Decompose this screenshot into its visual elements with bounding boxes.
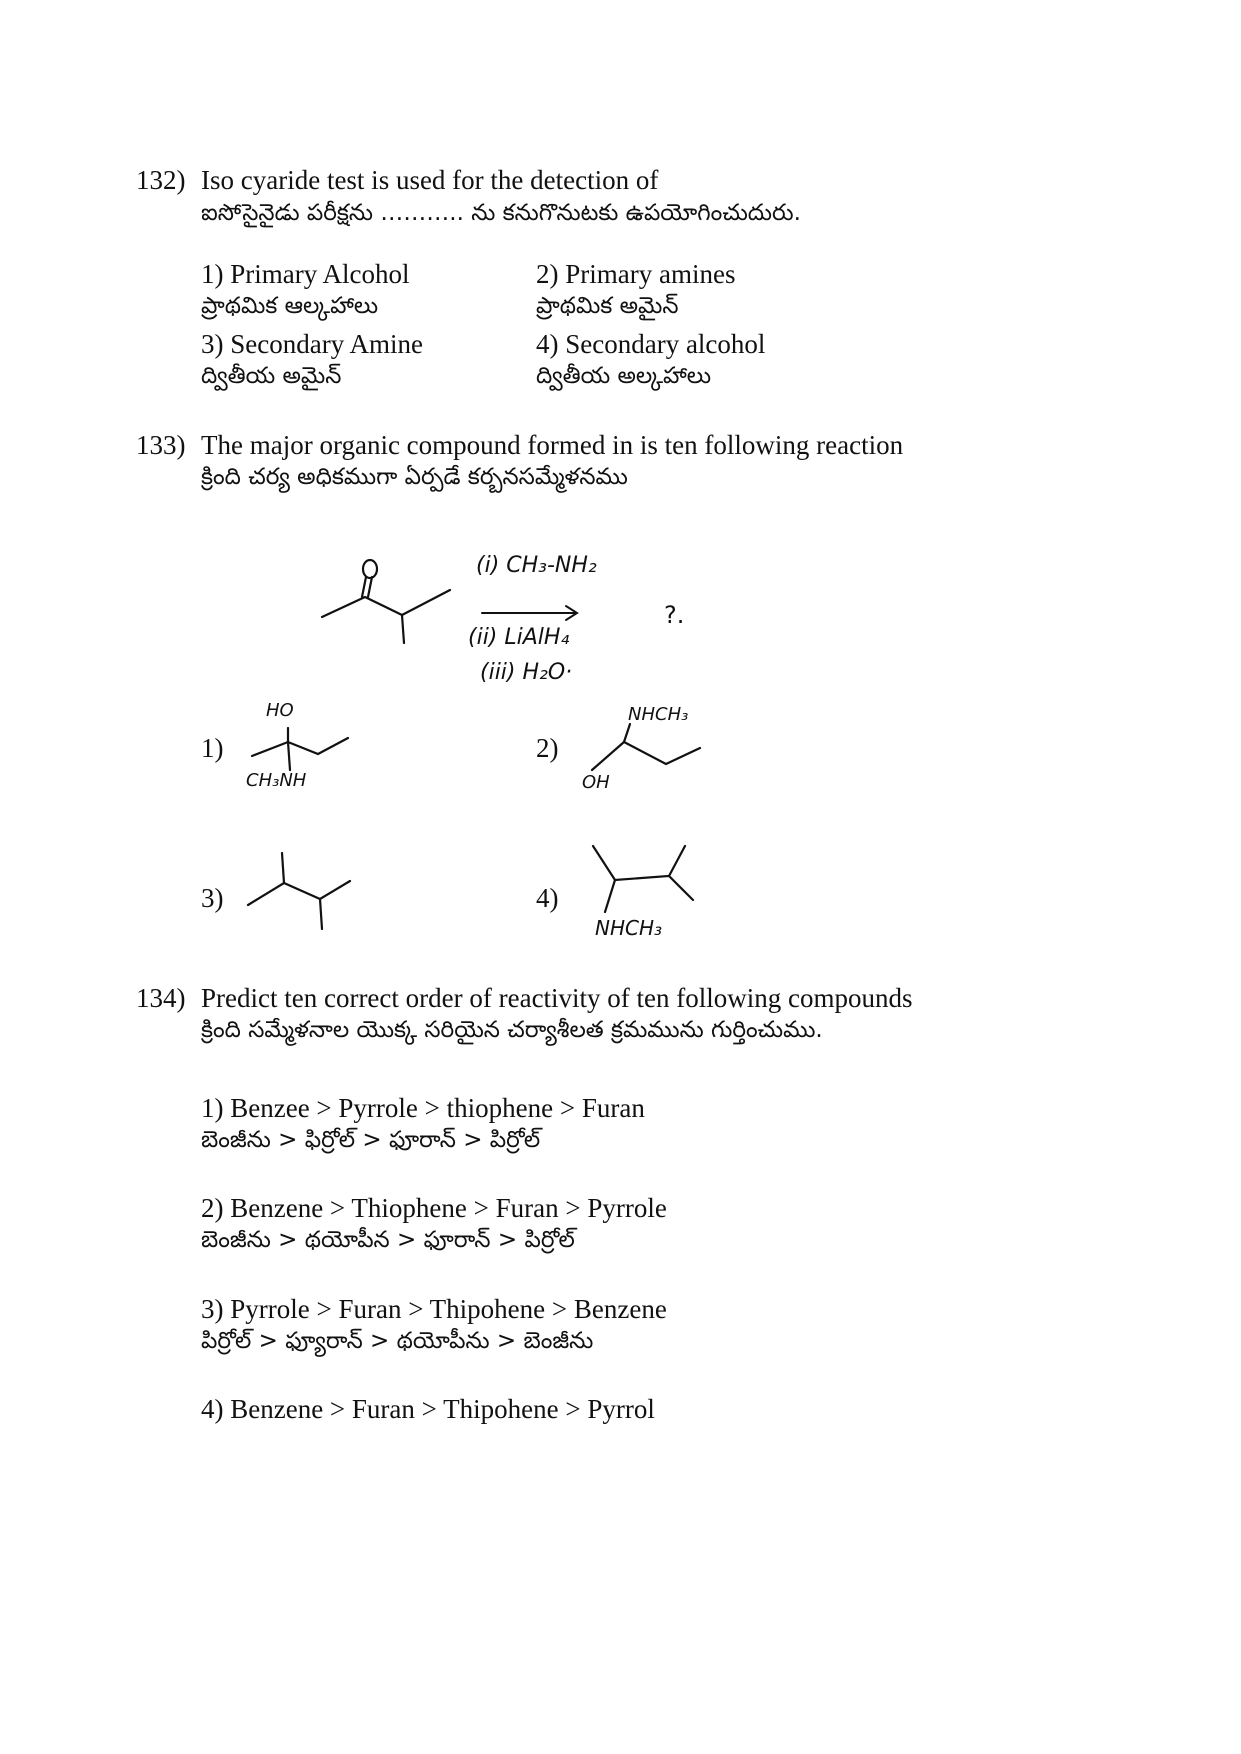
q134-option-3-en: 3) Pyrrole > Furan > Thipohene > Benzene xyxy=(201,1294,667,1324)
reaction-scheme xyxy=(300,545,720,705)
reagent-step-3: (iii) H₂O· xyxy=(480,660,573,685)
question-134-text-en: Predict ten correct order of reactivity of ten following compounds xyxy=(201,983,913,1013)
q134-option-1-te: బెంజీను > ఫిర్రోల్ > ఫూరాన్ > పిర్రోల్ xyxy=(201,1127,541,1153)
q134-option-4-en: 4) Benzene > Furan > Thipohene > Pyrrol xyxy=(201,1394,655,1424)
option-1-bottom-label: CH₃NH xyxy=(246,770,307,791)
question-134-text-te: క్రింది సమ్మేళనాల యొక్క సరియైన చర్యాశీలత క్రమమును గుర్తించుము. xyxy=(201,1017,823,1043)
option-2-bottom-label: OH xyxy=(582,772,610,793)
option-2-top-label: NHCH₃ xyxy=(628,704,689,725)
q133-option-2-label: 2) xyxy=(536,733,559,763)
q132-option-4-en: 4) Secondary alcohol xyxy=(536,329,766,359)
q132-option-2-te: ప్రాథమిక అమైన్ xyxy=(536,293,679,319)
reaction-arrow xyxy=(482,606,577,620)
question-132-text-te: ఐసోసైనైడు పరీక్షను ……….. ను కనుగొనుటకు ఉపయోగించుదురు. xyxy=(201,200,801,226)
option-1-top-label: HO xyxy=(266,700,294,721)
q134-option-2-en: 2) Benzene > Thiophene > Furan > Pyrrole xyxy=(201,1193,667,1223)
reagent-step-1: (i) CH₃-NH₂ xyxy=(476,553,597,578)
q133-option-2-structure xyxy=(578,700,728,800)
q133-option-3-structure xyxy=(240,845,360,940)
q133-option-3-label: 3) xyxy=(201,883,224,913)
q132-option-2-en: 2) Primary amines xyxy=(536,259,736,289)
q132-option-3-te: ద్వితీయ అమైన్ xyxy=(201,363,342,389)
q132-option-1-te: ప్రాథమిక ఆల్కహాలు xyxy=(201,293,379,319)
question-133-text-te: క్రింది చర్య అధికముగా ఏర్పడే కర్బనసమ్మేళనము xyxy=(201,464,628,490)
q133-option-4-structure xyxy=(585,838,715,958)
question-132-text-en: Iso cyaride test is used for the detection of xyxy=(201,165,659,195)
q132-option-1-en: 1) Primary Alcohol xyxy=(201,259,410,289)
q132-option-3-en: 3) Secondary Amine xyxy=(201,329,423,359)
q132-option-4-te: ద్వితీయ అల్కహాలు xyxy=(536,363,712,389)
reagent-step-2: (ii) LiAlH₄ xyxy=(468,625,570,650)
question-number-134: 134) xyxy=(136,983,186,1013)
q133-option-1-structure xyxy=(238,700,368,800)
question-number-132: 132) xyxy=(136,165,186,195)
q133-option-4-label: 4) xyxy=(536,883,559,913)
ketone-reactant-structure xyxy=(322,560,450,643)
q134-option-1-en: 1) Benzee > Pyrrole > thiophene > Furan xyxy=(201,1093,645,1123)
product-unknown: ?. xyxy=(664,601,685,629)
q133-option-1-label: 1) xyxy=(201,733,224,763)
q134-option-2-te: బెంజీను > థయోపీన > ఫూరాన్ > పిర్రోల్ xyxy=(201,1227,575,1253)
question-133-text-en: The major organic compound formed in is ten following reaction xyxy=(201,430,904,460)
option-4-bottom-label: NHCH₃ xyxy=(595,916,663,940)
q134-option-3-te: పిర్రోల్ > ఫ్యూరాన్ > థయోపీను > బెంజీను xyxy=(201,1328,594,1354)
question-number-133: 133) xyxy=(136,430,186,460)
